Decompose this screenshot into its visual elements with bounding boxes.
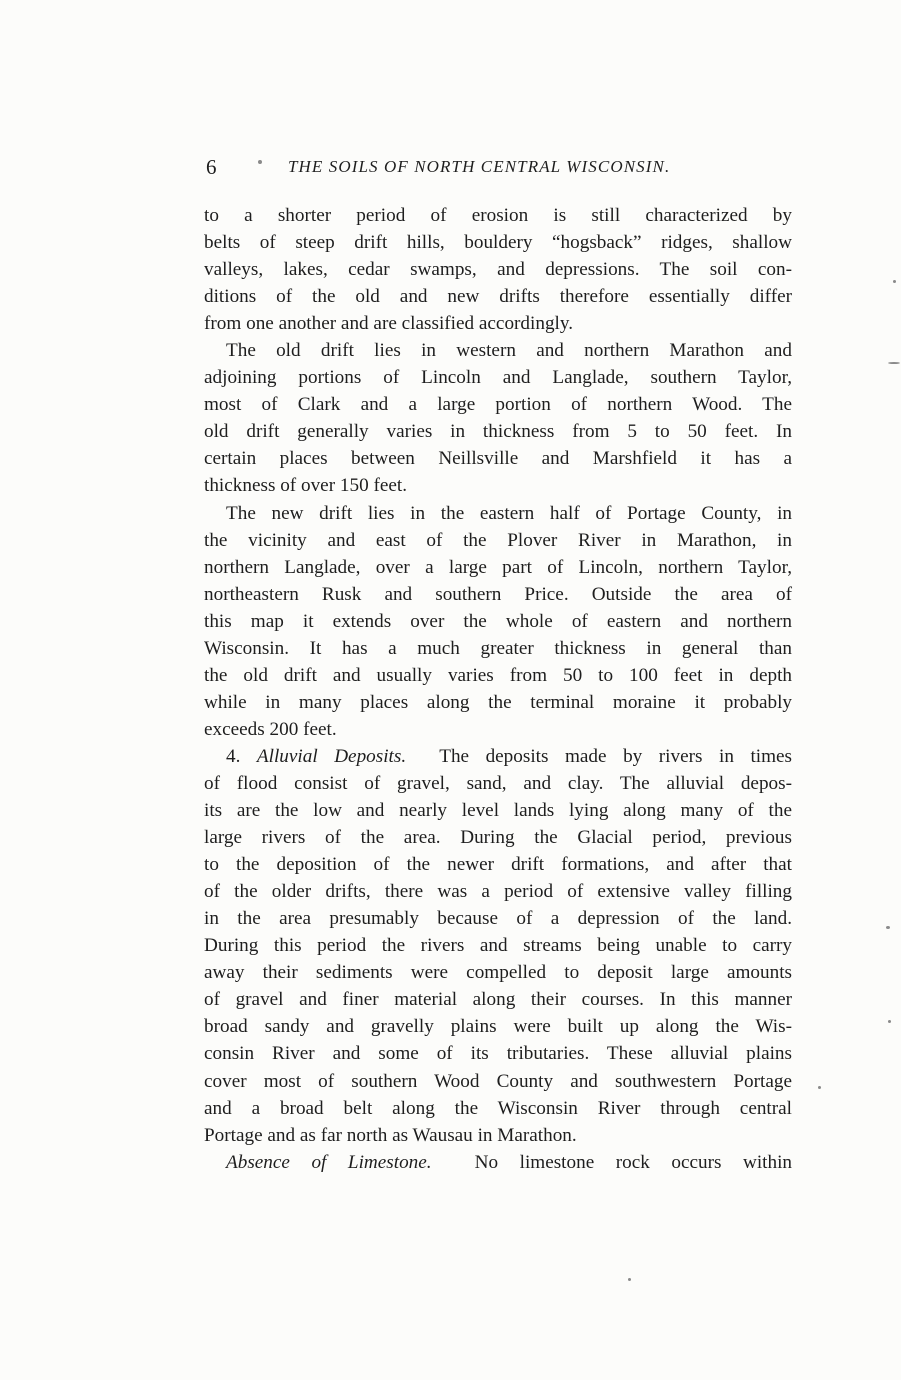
text-line: old drift generally varies in thickness from 5 to 50 feet. In <box>204 421 792 443</box>
text-line: Portage and as far north as Wausau in Marathon. <box>204 1124 577 1146</box>
text-line: most of Clark and a large portion of northern Wood. The <box>204 394 792 416</box>
scan-speck <box>628 1278 631 1281</box>
scan-speck <box>893 280 896 283</box>
text-line: the old drift and usually varies from 50 to 100 feet in depth <box>204 664 792 686</box>
text-line: thickness of over 150 feet. <box>204 475 408 497</box>
text-line: in the area presumably because of a depression of the land. <box>204 908 792 930</box>
text-line: During this period the rivers and streams being unable to carry <box>204 935 792 957</box>
text-line <box>204 743 792 770</box>
paragraph <box>204 500 792 743</box>
text-line: northeastern Rusk and southern Price. Outside the area of <box>204 583 792 605</box>
text-line: away their sediments were compelled to deposit large amounts <box>204 962 792 984</box>
text-line: cover most of southern Wood County and southwestern Portage <box>204 1070 792 1092</box>
text-line: of the older drifts, there was a period of extensive valley filling <box>204 881 792 903</box>
running-title: THE SOILS OF NORTH CENTRAL WISCONSIN. <box>288 157 671 176</box>
text-line: from one another and are classified accordingly. <box>204 313 574 335</box>
scan-speck <box>886 926 890 929</box>
section-heading: Absence of Limestone. <box>226 1151 432 1173</box>
text-line: ditions of the old and new drifts therefore essentially differ <box>204 286 792 308</box>
text-line: while in many places along the terminal moraine it probably <box>204 691 792 713</box>
text-line: belts of steep drift hills, bouldery “hogsback” ridges, shallow <box>204 232 792 254</box>
paragraph <box>204 1149 792 1176</box>
section-number: 4. <box>226 745 257 767</box>
text-line: northern Langlade, over a large part of Lincoln, northern Taylor, <box>204 556 792 578</box>
text-line: adjoining portions of Lincoln and Langlade, southern Taylor, <box>204 367 792 389</box>
text-line: of gravel and finer material along their courses. In this manner <box>204 989 792 1011</box>
scan-speck <box>888 1020 891 1023</box>
text-line: the vicinity and east of the Plover River in Marathon, in <box>204 529 792 551</box>
section-heading: Alluvial Deposits. <box>256 745 407 767</box>
text-line-rest: No limestone rock occurs within <box>474 1151 793 1173</box>
text-line: large rivers of the area. During the Glacial period, previous <box>204 827 792 849</box>
page-header <box>206 152 766 182</box>
text-line: broad sandy and gravelly plains were built up along the Wis- <box>204 1016 792 1038</box>
text-line: valleys, lakes, cedar swamps, and depressions. The soil con- <box>204 259 792 281</box>
text-line: The old drift lies in western and northern Marathon and <box>226 340 792 362</box>
text-line: consin River and some of its tributaries. These alluvial plains <box>204 1043 792 1065</box>
text-line: this map it extends over the whole of eastern and northern <box>204 610 792 632</box>
scan-speck <box>258 160 262 164</box>
text-line: certain places between Neillsville and Marshfield it has a <box>204 448 792 470</box>
text-line-rest: The deposits made by rivers in times <box>439 745 793 767</box>
paragraph <box>204 743 792 1149</box>
text-line: to a shorter period of erosion is still characterized by <box>204 205 792 226</box>
body-text <box>204 202 792 1176</box>
text-line <box>204 1149 792 1176</box>
scan-speck <box>888 362 900 364</box>
text-line: Wisconsin. It has a much greater thickness in general than <box>204 637 792 659</box>
page-number: 6 <box>206 155 217 179</box>
text-line: of flood consist of gravel, sand, and clay. The alluvial depos- <box>204 772 792 794</box>
text-line: to the deposition of the newer drift formations, and after that <box>204 854 792 876</box>
text-line: its are the low and nearly level lands lying along many of the <box>204 800 792 822</box>
paragraph <box>204 202 792 337</box>
text-line: The new drift lies in the eastern half of Portage County, in <box>226 502 792 524</box>
scan-speck <box>818 1086 821 1089</box>
text-line: and a broad belt along the Wisconsin River through central <box>204 1097 792 1119</box>
paragraph <box>204 337 792 499</box>
text-line: exceeds 200 feet. <box>204 718 337 740</box>
